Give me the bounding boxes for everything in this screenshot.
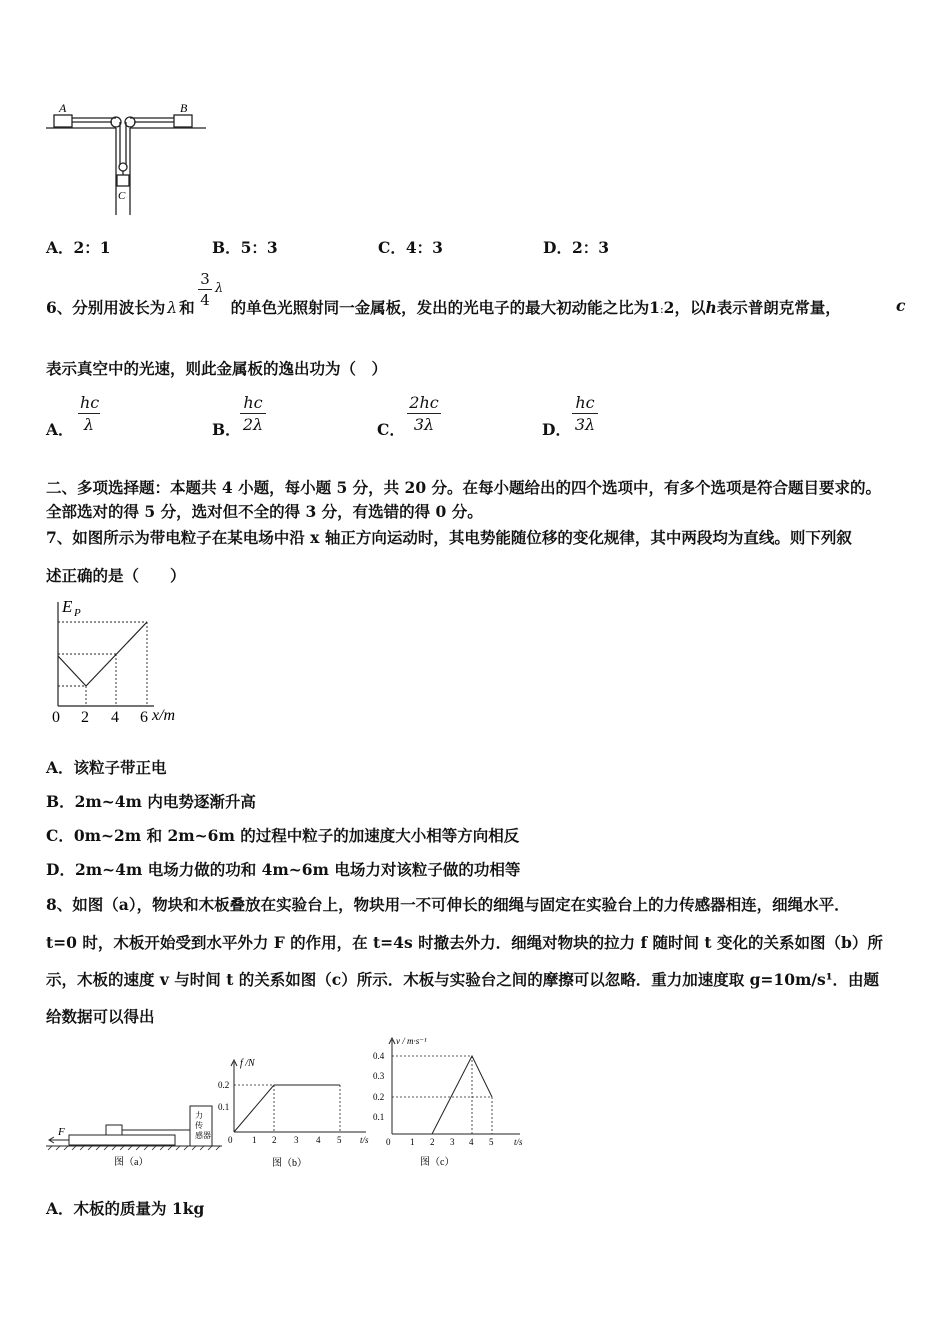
q8-figure-b	[216, 1052, 381, 1172]
q6-option-c-fraction: 2hc 3λ	[407, 393, 441, 434]
q8-line4: 给数据可以得出	[46, 1007, 155, 1026]
pulley-label-a: A	[59, 101, 67, 115]
q8-fig-b-xtick-2: 2	[272, 1135, 277, 1145]
q8-fig-a-force: F	[58, 1126, 65, 1138]
q7-tick-0: 0	[52, 709, 60, 726]
section2-line1: 二、多项选择题：本题共 4 小题，每小题 5 分，共 20 分。在每小题给出的四个选项中，有多个选项是符合题目要求的。	[46, 478, 882, 497]
q7-ylabel: E	[62, 597, 73, 616]
q7-ysub: P	[74, 607, 81, 619]
q8-fig-a-sensor-3: 感器	[195, 1131, 211, 1140]
q7-tick-4: 4	[111, 709, 119, 726]
q8-fig-c-xtick-2: 2	[430, 1137, 435, 1147]
q8-fig-c-xtick-4: 4	[469, 1137, 474, 1147]
q8-fig-b-ytick-01: 0.1	[218, 1102, 230, 1112]
q8-line1: 8、如图（a），物块和木板叠放在实验台上，物块用一不可伸长的细绳与固定在实验台上的力传感器相连，细绳水平．	[46, 895, 850, 914]
q7-option-d: D．2m~4m 电场力做的功和 4m~6m 电场力对该粒子做的功相等	[46, 860, 521, 879]
q6-option-a-letter: A．	[46, 420, 74, 439]
q5-option-b: B．5：3	[212, 238, 278, 257]
q8-fig-b-xtick-3: 3	[294, 1135, 299, 1145]
q5-option-a: A．2：1	[46, 238, 111, 257]
q5-option-d: D．2：3	[543, 238, 610, 257]
q8-fig-c-xtick-3: 3	[450, 1137, 455, 1147]
q5-option-c: C．4：3	[378, 238, 443, 257]
q8-fig-a-caption: 图（a）	[114, 1157, 149, 1168]
q6-inline-lambda: λ	[215, 281, 224, 296]
q6-option-a-fraction: hc λ	[80, 393, 100, 434]
q6-option-b-fraction: hc 2λ	[240, 393, 266, 434]
q8-fig-c-ytick-04: 0.4	[373, 1051, 385, 1061]
q8-fig-a-sensor-1: 力	[195, 1111, 203, 1120]
q8-fig-b-ylabel: f /N	[240, 1058, 255, 1069]
q6-line2: 表示真空中的光速，则此金属板的逸出功为（ ）	[46, 359, 388, 378]
q8-option-a: A．木板的质量为 1kg	[46, 1199, 205, 1218]
q8-figure-a	[44, 1098, 224, 1170]
q7-tick-6: 6	[140, 709, 148, 726]
q8-fig-b-xlabel: t/s	[360, 1135, 369, 1145]
q6-option-b-letter: B．	[212, 420, 241, 439]
q6-option-d-fraction: hc 3λ	[572, 393, 598, 434]
q8-fig-b-xtick-5: 5	[337, 1135, 342, 1145]
q7-option-b: B．2m~4m 内电势逐渐升高	[46, 792, 256, 811]
q8-line2: t=0 时，木板开始受到水平外力 F 的作用，在 t=4s 时撤去外力．细绳对物块的拉力 f 随时间 t 变化的关系如图（b）所	[46, 933, 883, 952]
q6-inline-fraction: 3 4	[198, 270, 212, 309]
q8-fig-c-ytick-03: 0.3	[373, 1071, 385, 1081]
q8-fig-c-ylabel: v / m·s⁻¹	[396, 1036, 427, 1046]
q7-tick-2: 2	[81, 709, 89, 726]
q8-fig-b-xtick-1: 1	[252, 1135, 257, 1145]
q8-fig-c-ytick-01: 0.1	[373, 1112, 385, 1122]
q6-c: c	[896, 296, 906, 315]
q6-option-d-letter: D．	[542, 420, 571, 439]
q8-fig-c-xtick-5: 5	[489, 1137, 494, 1147]
q7-energy-graph	[44, 594, 204, 729]
q8-figure-c	[368, 1034, 538, 1172]
q7-line1: 7、如图所示为带电粒子在某电场中沿 x 轴正方向运动时，其电势能随位移的变化规律，其中两段均为直线。则下列叙	[46, 528, 852, 547]
q8-fig-c-xtick-1: 1	[410, 1137, 415, 1147]
q8-fig-b-caption: 图（b）	[272, 1158, 307, 1169]
q8-fig-c-xtick-0: 0	[386, 1137, 391, 1147]
pulley-label-c: C	[118, 190, 126, 202]
q8-fig-c-xlabel: t/s	[514, 1137, 523, 1147]
q7-xlabel: x/m	[152, 707, 176, 724]
q7-option-c: C．0m~2m 和 2m~6m 的过程中粒子的加速度大小相等方向相反	[46, 826, 520, 845]
q8-fig-c-ytick-02: 0.2	[373, 1092, 385, 1102]
q6-stem: 6、分别用波长为 λ 和 的单色光照射同一金属板，发出的光电子的最大初动能之比为1:2，以h表示普朗克常量，	[46, 298, 841, 317]
q8-line3: 示，木板的速度 v 与时间 t 的关系如图（c）所示．木板与实验台之间的摩擦可以忽略．重力加速度取 g=10m/s¹．由题	[46, 970, 880, 989]
q7-option-a: A．该粒子带正电	[46, 758, 167, 777]
q8-fig-b-xtick-0: 0	[228, 1135, 233, 1145]
q8-fig-c-caption: 图（c）	[420, 1157, 455, 1168]
q8-fig-b-ytick-02: 0.2	[218, 1080, 230, 1090]
q6-option-c-letter: C．	[377, 420, 405, 439]
pulley-label-b: B	[180, 101, 188, 115]
q7-line2: 述正确的是（ ）	[46, 566, 186, 585]
pulley-figure	[40, 95, 220, 225]
q8-fig-a-sensor-2: 传	[195, 1121, 203, 1130]
q8-fig-b-xtick-4: 4	[316, 1135, 321, 1145]
section2-line2: 全部选对的得 5 分，选对但不全的得 3 分，有选错的得 0 分。	[46, 502, 483, 521]
